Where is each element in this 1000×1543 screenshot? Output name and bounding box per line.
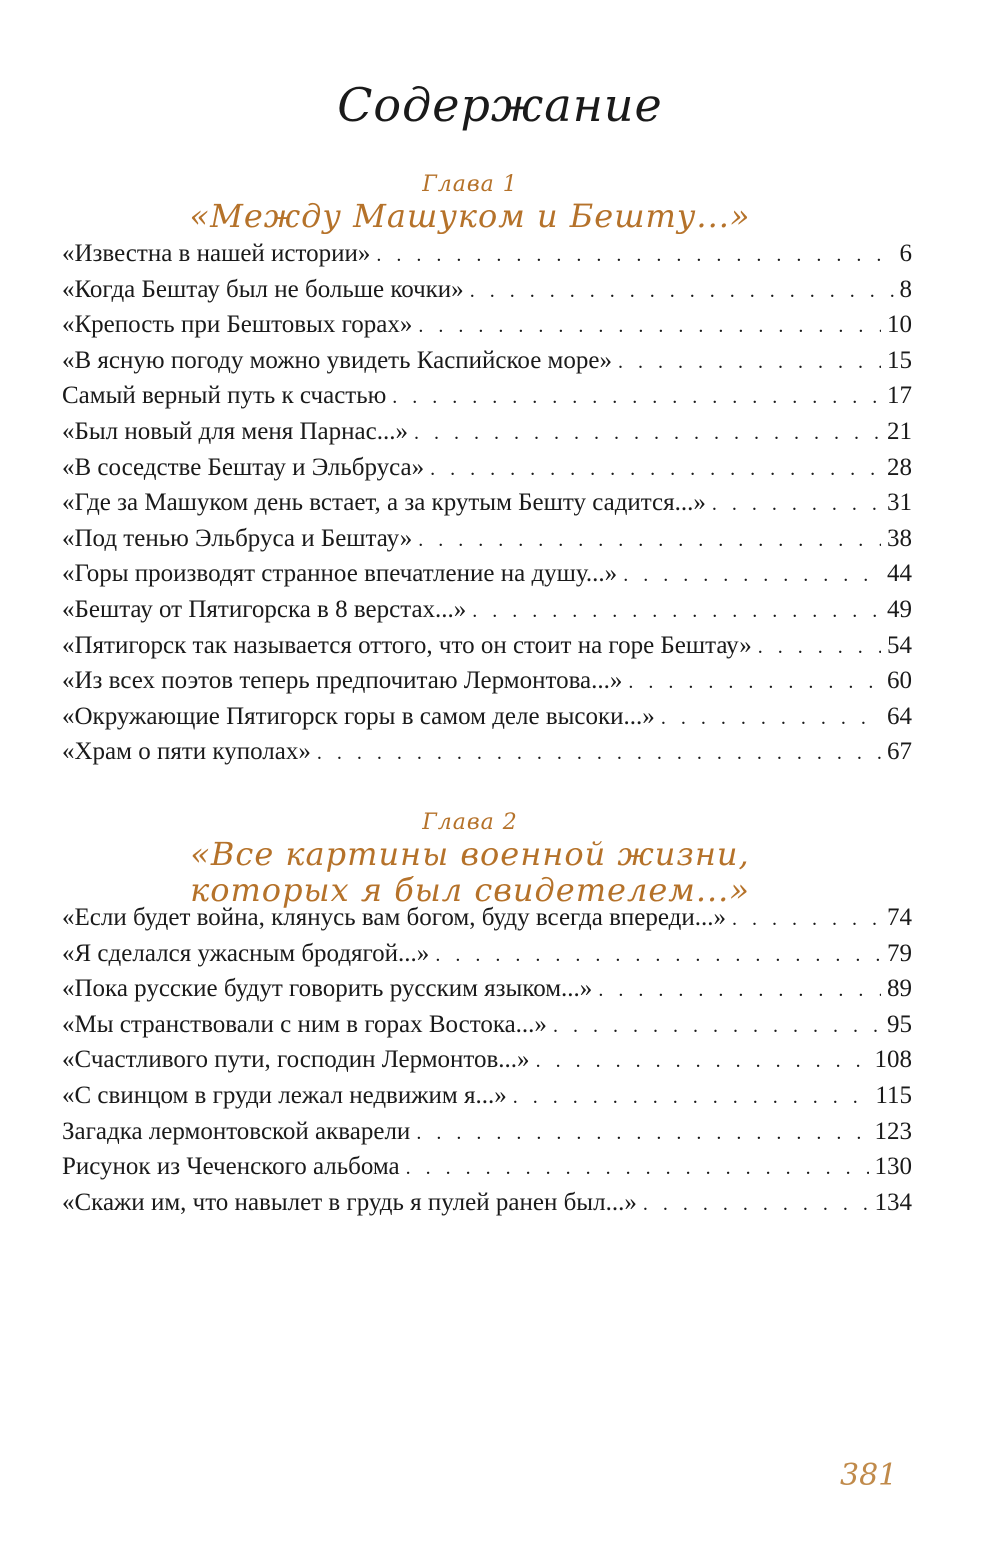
page-number: 381: [840, 1458, 898, 1493]
toc-entry-title: «Пятигорск так называется оттого, что он стоит на горе Бештау»: [62, 631, 752, 659]
toc-entry[interactable]: [62, 347, 912, 383]
toc-entry[interactable]: [62, 311, 912, 347]
toc-entry-page: 8: [899, 275, 912, 303]
toc-entry[interactable]: [62, 1118, 912, 1154]
dot-leader: [430, 458, 881, 481]
toc-entry-title: Самый верный путь к счастью: [62, 382, 387, 410]
toc-entry-title: «Под тенью Эльбруса и Бештау»: [62, 524, 413, 552]
toc-entry[interactable]: [62, 703, 912, 739]
dot-leader: [513, 1086, 870, 1109]
toc-entry[interactable]: [62, 940, 912, 976]
toc-entry-title: «С свинцом в груди лежал недвижим я...»: [62, 1081, 507, 1109]
toc-entry-page: 130: [874, 1153, 912, 1181]
toc-entry-title: «Бештау от Пятигорска в 8 верстах...»: [62, 595, 467, 623]
dot-leader: [661, 707, 881, 730]
chapter-2-title-line-1: «Все картины военной жизни,: [190, 835, 750, 873]
dot-leader: [472, 600, 881, 623]
toc-entry-title: «Храм о пяти куполах»: [62, 738, 311, 766]
toc-entry-page: 10: [887, 311, 912, 339]
toc-entry[interactable]: [62, 1153, 912, 1189]
toc-entry[interactable]: [62, 560, 912, 596]
toc-entry-page: 108: [874, 1046, 912, 1074]
toc-entry-title: «Когда Бештау был не больше кочки»: [62, 275, 464, 303]
toc-entry[interactable]: [62, 382, 912, 418]
toc-entry-title: «Горы производят странное впечатление на душу...»: [62, 560, 618, 588]
dot-leader: [758, 636, 881, 659]
toc-entry-page: 17: [887, 382, 912, 410]
toc-entry[interactable]: [62, 632, 912, 668]
toc-entry[interactable]: [62, 596, 912, 632]
toc-entry-page: 67: [887, 738, 912, 766]
toc-entry-title: «Я сделался ужасным бродягой...»: [62, 939, 430, 967]
dot-leader: [628, 671, 881, 694]
toc-entry-title: «В соседстве Бештау и Эльбруса»: [62, 453, 425, 481]
dot-leader: [598, 979, 881, 1002]
toc-entry[interactable]: [62, 975, 912, 1011]
toc-entry[interactable]: [62, 454, 912, 490]
dot-leader: [623, 564, 881, 587]
chapter-2-title-line-2: которых я был свидетелем...»: [190, 871, 750, 909]
page-title: Содержание: [337, 78, 663, 132]
chapter-1-entries: [62, 240, 912, 774]
toc-entry-title: Загадка лермонтовской акварели: [62, 1117, 411, 1145]
chapter-1-label: Глава 1: [422, 172, 518, 197]
toc-entry[interactable]: [62, 489, 912, 525]
toc-entry-title: «Счастливого пути, господин Лермонтов...»: [62, 1046, 530, 1074]
toc-entry-page: 89: [887, 975, 912, 1003]
toc-entry-title: «Пока русские будут говорить русским языком...»: [62, 975, 593, 1003]
toc-entry-page: 15: [887, 346, 912, 374]
toc-entry[interactable]: [62, 525, 912, 561]
dot-leader: [732, 908, 881, 931]
toc-entry-page: 54: [887, 631, 912, 659]
toc-entry-page: 123: [874, 1117, 912, 1145]
dot-leader: [618, 351, 881, 374]
toc-entry-page: 21: [887, 417, 912, 445]
dot-leader: [406, 1157, 869, 1180]
toc-entry-page: 6: [899, 240, 912, 267]
chapter-1-title: «Между Машуком и Бешту...»: [189, 197, 751, 235]
toc-entry-title: «Известна в нашей истории»: [62, 240, 371, 267]
toc-entry-title: «Крепость при Бештовых горах»: [62, 311, 413, 339]
toc-entry-title: «Где за Машуком день встает, а за крутым Бешту садится...»: [62, 489, 706, 517]
toc-entry[interactable]: [62, 667, 912, 703]
dot-leader: [643, 1193, 869, 1216]
toc-entry-page: 28: [887, 453, 912, 481]
toc-entry-title: «Окружающие Пятигорск горы в самом деле высоки...»: [62, 702, 655, 730]
toc-entry-title: Рисунок из Чеченского альбома: [62, 1153, 400, 1181]
dot-leader: [435, 944, 881, 967]
dot-leader: [418, 315, 881, 338]
chapter-2-label: Глава 2: [422, 810, 518, 835]
toc-entry[interactable]: [62, 276, 912, 312]
toc-entry-page: 49: [887, 595, 912, 623]
dot-leader: [712, 493, 881, 516]
toc-entry-title: «В ясную погоду можно увидеть Каспийское море»: [62, 346, 612, 374]
dot-leader: [392, 386, 881, 409]
toc-entry-page: 79: [887, 939, 912, 967]
toc-entry-title: «Был новый для меня Парнас...»: [62, 417, 408, 445]
toc-entry[interactable]: [62, 1046, 912, 1082]
toc-entry-title: «Мы странствовали с ним в горах Востока...»: [62, 1010, 547, 1038]
chapter-2-entries: [62, 904, 912, 1224]
toc-entry[interactable]: [62, 240, 912, 276]
toc-entry-page: 31: [887, 489, 912, 517]
toc-entry-page: 115: [875, 1081, 912, 1109]
toc-entry[interactable]: [62, 738, 912, 774]
dot-leader: [414, 422, 881, 445]
dot-leader: [553, 1015, 881, 1038]
toc-entry[interactable]: [62, 1082, 912, 1118]
toc-entry[interactable]: [62, 418, 912, 454]
toc-entry-page: 134: [874, 1188, 912, 1216]
toc-entry[interactable]: [62, 1011, 912, 1047]
chapter-1-heading: [0, 172, 940, 234]
dot-leader: [317, 742, 881, 765]
dot-leader: [536, 1050, 869, 1073]
toc-entry-page: 95: [887, 1010, 912, 1038]
chapter-2-heading: [0, 810, 940, 908]
toc-entry-page: 44: [887, 560, 912, 588]
dot-leader: [416, 1122, 868, 1145]
toc-entry[interactable]: [62, 1189, 912, 1225]
dot-leader: [418, 529, 881, 552]
dot-leader: [376, 244, 893, 267]
toc-entry-title: «Скажи им, что навылет в грудь я пулей ранен был...»: [62, 1188, 637, 1216]
toc-entry-page: 64: [887, 702, 912, 730]
toc-entry-title: «Из всех поэтов теперь предпочитаю Лермонтова...»: [62, 667, 623, 695]
toc-entry-page: 74: [887, 904, 912, 931]
toc-entry-page: 38: [887, 524, 912, 552]
toc-entry[interactable]: [62, 904, 912, 940]
toc-entry-page: 60: [887, 667, 912, 695]
dot-leader: [470, 280, 894, 303]
toc-entry-title: «Если будет война, клянусь вам богом, буду всегда впереди...»: [62, 904, 727, 931]
